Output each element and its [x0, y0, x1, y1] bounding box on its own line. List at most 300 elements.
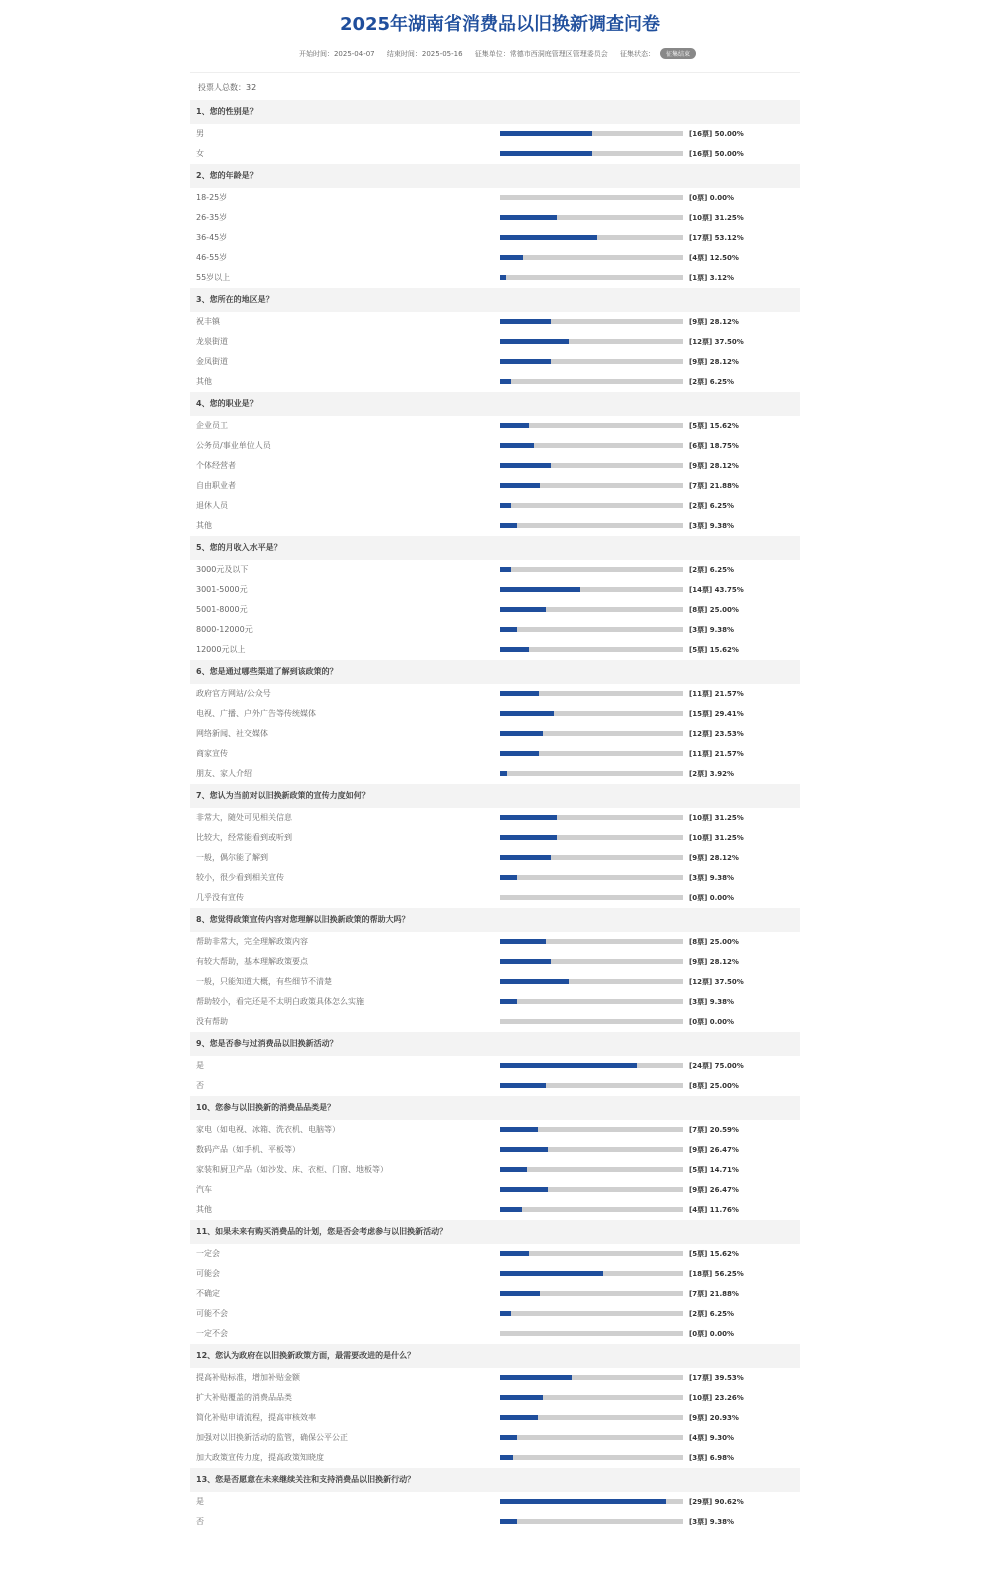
progress-fill	[500, 1455, 513, 1460]
progress-bar	[500, 319, 683, 324]
option-label: 其他	[196, 521, 212, 530]
option-row	[190, 188, 800, 208]
progress-bar	[500, 1127, 683, 1132]
option-row	[190, 932, 800, 952]
question-title: 6、您是通过哪些渠道了解到该政策的？	[190, 660, 800, 684]
option-row	[190, 684, 800, 704]
vote-stat: [5票] 14.71%	[689, 1166, 739, 1174]
option-label: 加大政策宣传力度，提高政策知晓度	[196, 1453, 324, 1462]
divider	[190, 72, 800, 73]
option-row	[190, 1120, 800, 1140]
option-row	[190, 476, 800, 496]
progress-bar	[500, 1207, 683, 1212]
vote-stat: [12票] 37.50%	[689, 338, 744, 346]
progress-bar	[500, 1271, 683, 1276]
option-row	[190, 1512, 800, 1532]
progress-fill	[500, 1375, 572, 1380]
option-row	[190, 1264, 800, 1284]
question-title: 3、您所在的地区是？	[190, 288, 800, 312]
progress-bar	[500, 1187, 683, 1192]
progress-fill	[500, 939, 546, 944]
option-row	[190, 1304, 800, 1324]
progress-fill	[500, 1167, 527, 1172]
progress-bar	[500, 731, 683, 736]
progress-bar	[500, 751, 683, 756]
option-row	[190, 1408, 800, 1428]
option-label: 自由职业者	[196, 481, 236, 490]
option-row	[190, 124, 800, 144]
progress-bar	[500, 959, 683, 964]
vote-stat: [6票] 18.75%	[689, 442, 739, 450]
option-label: 简化补贴申请流程，提高审核效率	[196, 1413, 316, 1422]
progress-fill	[500, 1207, 522, 1212]
progress-fill	[500, 567, 511, 572]
question-block	[190, 288, 800, 392]
option-row	[190, 1140, 800, 1160]
progress-fill	[500, 503, 511, 508]
progress-bar	[500, 1251, 683, 1256]
progress-fill	[500, 627, 517, 632]
progress-bar	[500, 235, 683, 240]
question-title: 12、您认为政府在以旧换新政策方面，最需要改进的是什么？	[190, 1344, 800, 1368]
progress-fill	[500, 607, 546, 612]
vote-stat: [8票] 25.00%	[689, 938, 739, 946]
question-block	[190, 1468, 800, 1532]
progress-fill	[500, 1147, 548, 1152]
progress-fill	[500, 1127, 538, 1132]
vote-stat: [29票] 90.62%	[689, 1498, 744, 1506]
option-row	[190, 332, 800, 352]
option-label: 否	[196, 1517, 204, 1526]
vote-stat: [15票] 29.41%	[689, 710, 744, 718]
option-row	[190, 640, 800, 660]
organizer: 征集单位：常德市西洞庭管理区管理委员会	[474, 50, 608, 58]
progress-bar	[500, 503, 683, 508]
status-badge: 征集结束	[660, 48, 696, 59]
option-row	[190, 144, 800, 164]
question-title: 4、您的职业是？	[190, 392, 800, 416]
vote-stat: [5票] 15.62%	[689, 1250, 739, 1258]
option-label: 家装和厨卫产品（如沙发、床、衣柜、门窗、地板等）	[196, 1165, 388, 1174]
option-label: 几乎没有宣传	[196, 893, 244, 902]
progress-fill	[500, 319, 551, 324]
option-label: 不确定	[196, 1289, 220, 1298]
progress-fill	[500, 731, 543, 736]
vote-stat: [9票] 28.12%	[689, 318, 739, 326]
progress-fill	[500, 1063, 637, 1068]
progress-bar	[500, 979, 683, 984]
option-label: 扩大补贴覆盖的消费品品类	[196, 1393, 292, 1402]
progress-bar	[500, 771, 683, 776]
vote-stat: [7票] 20.59%	[689, 1126, 739, 1134]
vote-stat: [4票] 12.50%	[689, 254, 739, 262]
progress-fill	[500, 483, 540, 488]
question-block	[190, 1220, 800, 1344]
option-label: 一般，偶尔能了解到	[196, 853, 268, 862]
option-row	[190, 808, 800, 828]
option-row	[190, 1284, 800, 1304]
progress-fill	[500, 215, 557, 220]
vote-stat: [4票] 9.30%	[689, 1434, 734, 1442]
vote-stat: [0票] 0.00%	[689, 1018, 734, 1026]
status	[620, 50, 701, 58]
progress-bar	[500, 1083, 683, 1088]
progress-bar	[500, 875, 683, 880]
option-row	[190, 1244, 800, 1264]
option-row	[190, 828, 800, 848]
option-row	[190, 1200, 800, 1220]
question-title: 13、您是否愿意在未来继续关注和支持消费品以旧换新行动？	[190, 1468, 800, 1492]
option-row	[190, 516, 800, 536]
progress-fill	[500, 979, 569, 984]
vote-stat: [16票] 50.00%	[689, 150, 744, 158]
vote-stat: [0票] 0.00%	[689, 1330, 734, 1338]
progress-fill	[500, 835, 557, 840]
option-row	[190, 436, 800, 456]
option-row	[190, 620, 800, 640]
option-label: 家电（如电视、冰箱、洗衣机、电脑等）	[196, 1125, 340, 1134]
progress-bar	[500, 999, 683, 1004]
vote-stat: [3票] 9.38%	[689, 626, 734, 634]
option-row	[190, 228, 800, 248]
vote-stat: [2票] 6.25%	[689, 378, 734, 386]
option-row	[190, 268, 800, 288]
progress-bar	[500, 1395, 683, 1400]
option-label: 政府官方网站/公众号	[196, 689, 271, 698]
option-row	[190, 764, 800, 784]
progress-bar	[500, 215, 683, 220]
option-row	[190, 888, 800, 908]
vote-stat: [2票] 6.25%	[689, 502, 734, 510]
progress-bar	[500, 483, 683, 488]
vote-stat: [9票] 28.12%	[689, 462, 739, 470]
progress-bar	[500, 835, 683, 840]
question-block	[190, 392, 800, 536]
progress-bar	[500, 1291, 683, 1296]
option-row	[190, 1076, 800, 1096]
option-label: 男	[196, 129, 204, 138]
progress-fill	[500, 691, 539, 696]
option-row	[190, 952, 800, 972]
progress-fill	[500, 1311, 511, 1316]
option-label: 3001-5000元	[196, 585, 248, 594]
option-label: 一定不会	[196, 1329, 228, 1338]
progress-fill	[500, 1519, 517, 1524]
survey-results	[190, 100, 800, 1532]
option-row	[190, 580, 800, 600]
option-label: 朋友、家人介绍	[196, 769, 252, 778]
option-label: 比较大，经常能看到或听到	[196, 833, 292, 842]
progress-bar	[500, 711, 683, 716]
vote-stat: [16票] 50.00%	[689, 130, 744, 138]
question-title: 2、您的年龄是？	[190, 164, 800, 188]
vote-stat: [10票] 31.25%	[689, 814, 744, 822]
option-row	[190, 744, 800, 764]
progress-bar	[500, 523, 683, 528]
progress-fill	[500, 1271, 603, 1276]
progress-fill	[500, 379, 511, 384]
vote-stat: [5票] 15.62%	[689, 422, 739, 430]
question-block	[190, 100, 800, 164]
vote-stat: [24票] 75.00%	[689, 1062, 744, 1070]
vote-stat: [5票] 15.62%	[689, 646, 739, 654]
option-label: 金凤街道	[196, 357, 228, 366]
progress-bar	[500, 1331, 683, 1336]
question-block	[190, 1032, 800, 1096]
question-title: 1、您的性别是？	[190, 100, 800, 124]
option-row	[190, 416, 800, 436]
option-row	[190, 848, 800, 868]
option-label: 较小，很少看到相关宣传	[196, 873, 284, 882]
option-label: 否	[196, 1081, 204, 1090]
option-label: 非常大，随处可见相关信息	[196, 813, 292, 822]
option-label: 可能会	[196, 1269, 220, 1278]
option-label: 女	[196, 149, 204, 158]
vote-stat: [2票] 6.25%	[689, 1310, 734, 1318]
vote-stat: [3票] 9.38%	[689, 522, 734, 530]
progress-bar	[500, 1311, 683, 1316]
vote-stat: [14票] 43.75%	[689, 586, 744, 594]
option-label: 帮助较小，看完还是不太明白政策具体怎么实施	[196, 997, 364, 1006]
option-label: 没有帮助	[196, 1017, 228, 1026]
vote-stat: [3票] 6.98%	[689, 1454, 734, 1462]
progress-bar	[500, 567, 683, 572]
vote-stat: [3票] 9.38%	[689, 998, 734, 1006]
option-row	[190, 868, 800, 888]
progress-bar	[500, 1063, 683, 1068]
option-label: 电视、广播、户外广告等传统媒体	[196, 709, 316, 718]
option-label: 可能不会	[196, 1309, 228, 1318]
progress-fill	[500, 959, 551, 964]
progress-bar	[500, 647, 683, 652]
progress-bar	[500, 855, 683, 860]
vote-stat: [12票] 37.50%	[689, 978, 744, 986]
vote-stat: [2票] 3.92%	[689, 770, 734, 778]
option-label: 帮助非常大，完全理解政策内容	[196, 937, 308, 946]
progress-bar	[500, 1455, 683, 1460]
option-label: 退休人员	[196, 501, 228, 510]
progress-bar	[500, 379, 683, 384]
option-row	[190, 1492, 800, 1512]
vote-stat: [1票] 3.12%	[689, 274, 734, 282]
vote-stat: [18票] 56.25%	[689, 1270, 744, 1278]
question-title: 10、您参与以旧换新的消费品品类是？	[190, 1096, 800, 1120]
progress-bar	[500, 587, 683, 592]
option-label: 18-25岁	[196, 193, 228, 202]
progress-bar	[500, 1375, 683, 1380]
progress-bar	[500, 1167, 683, 1172]
progress-fill	[500, 875, 517, 880]
status-label: 征集状态：	[620, 50, 656, 58]
option-label: 企业员工	[196, 421, 228, 430]
vote-stat: [3票] 9.38%	[689, 874, 734, 882]
option-row	[190, 248, 800, 268]
option-row	[190, 972, 800, 992]
progress-fill	[500, 815, 557, 820]
vote-stat: [0票] 0.00%	[689, 894, 734, 902]
progress-bar	[500, 1415, 683, 1420]
progress-bar	[500, 151, 683, 156]
progress-bar	[500, 815, 683, 820]
option-row	[190, 372, 800, 392]
question-block	[190, 660, 800, 784]
end-time: 结束时间：2025-05-16	[386, 50, 463, 58]
progress-bar	[500, 691, 683, 696]
option-label: 汽车	[196, 1185, 212, 1194]
vote-stat: [4票] 11.76%	[689, 1206, 739, 1214]
page-title: 2025年湖南省消费品以旧换新调查问卷	[339, 14, 661, 35]
question-block	[190, 536, 800, 660]
option-row	[190, 496, 800, 516]
progress-bar	[500, 939, 683, 944]
option-row	[190, 1448, 800, 1468]
option-label: 36-45岁	[196, 233, 228, 242]
option-label: 网络新闻、社交媒体	[196, 729, 268, 738]
progress-bar	[500, 607, 683, 612]
progress-fill	[500, 131, 592, 136]
survey-meta	[0, 48, 1000, 59]
progress-fill	[500, 1415, 538, 1420]
question-title: 9、您是否参与过消费品以旧换新活动？	[190, 1032, 800, 1056]
progress-bar	[500, 1019, 683, 1024]
option-row	[190, 724, 800, 744]
question-title: 11、如果未来有购买消费品的计划，您是否会考虑参与以旧换新活动？	[190, 1220, 800, 1244]
progress-bar	[500, 463, 683, 468]
vote-stat: [9票] 28.12%	[689, 958, 739, 966]
progress-bar	[500, 1519, 683, 1524]
progress-fill	[500, 751, 539, 756]
option-label: 一般，只能知道大概，有些细节不清楚	[196, 977, 332, 986]
progress-fill	[500, 855, 551, 860]
progress-bar	[500, 1435, 683, 1440]
option-label: 一定会	[196, 1249, 220, 1258]
option-label: 是	[196, 1061, 204, 1070]
vote-stat: [9票] 26.47%	[689, 1146, 739, 1154]
progress-fill	[500, 255, 523, 260]
option-label: 数码产品（如手机、平板等）	[196, 1145, 300, 1154]
progress-bar	[500, 275, 683, 280]
progress-fill	[500, 359, 551, 364]
vote-stat: [0票] 0.00%	[689, 194, 734, 202]
progress-bar	[500, 443, 683, 448]
progress-bar	[500, 1147, 683, 1152]
option-label: 46-55岁	[196, 253, 228, 262]
option-label: 其他	[196, 1205, 212, 1214]
option-row	[190, 992, 800, 1012]
progress-fill	[500, 647, 529, 652]
option-row	[190, 1428, 800, 1448]
option-row	[190, 1388, 800, 1408]
progress-bar	[500, 423, 683, 428]
progress-bar	[500, 195, 683, 200]
option-label: 公务员/事业单位人员	[196, 441, 271, 450]
vote-stat: [9票] 20.93%	[689, 1414, 739, 1422]
progress-fill	[500, 771, 507, 776]
voter-total: 投票人总数：32	[198, 83, 257, 92]
progress-bar	[500, 359, 683, 364]
vote-stat: [3票] 9.38%	[689, 1518, 734, 1526]
option-label: 加强对以旧换新活动的监管，确保公平公正	[196, 1433, 348, 1442]
vote-stat: [7票] 21.88%	[689, 1290, 739, 1298]
option-label: 26-35岁	[196, 213, 228, 222]
progress-fill	[500, 1291, 540, 1296]
option-row	[190, 1324, 800, 1344]
option-label: 龙泉街道	[196, 337, 228, 346]
progress-fill	[500, 523, 517, 528]
option-label: 提高补贴标准，增加补贴金额	[196, 1373, 300, 1382]
option-label: 有较大帮助，基本理解政策要点	[196, 957, 308, 966]
option-label: 祝丰镇	[196, 317, 220, 326]
option-label: 8000-12000元	[196, 625, 253, 634]
question-block	[190, 784, 800, 908]
option-row	[190, 1180, 800, 1200]
option-row	[190, 600, 800, 620]
option-row	[190, 456, 800, 476]
progress-fill	[500, 339, 569, 344]
vote-stat: [7票] 21.88%	[689, 482, 739, 490]
progress-fill	[500, 423, 529, 428]
progress-bar	[500, 895, 683, 900]
vote-stat: [11票] 21.57%	[689, 690, 744, 698]
option-row	[190, 352, 800, 372]
vote-stat: [10票] 31.25%	[689, 214, 744, 222]
progress-fill	[500, 1435, 517, 1440]
progress-bar	[500, 1499, 683, 1504]
progress-fill	[500, 1395, 543, 1400]
option-label: 55岁以上	[196, 273, 231, 282]
option-row	[190, 1368, 800, 1388]
progress-fill	[500, 235, 597, 240]
question-block	[190, 1096, 800, 1220]
progress-bar	[500, 339, 683, 344]
option-label: 5001-8000元	[196, 605, 248, 614]
question-title: 8、您觉得政策宣传内容对您理解以旧换新政策的帮助大吗？	[190, 908, 800, 932]
progress-bar	[500, 255, 683, 260]
progress-bar	[500, 627, 683, 632]
progress-fill	[500, 1499, 666, 1504]
option-label: 其他	[196, 377, 212, 386]
option-row	[190, 704, 800, 724]
vote-stat: [11票] 21.57%	[689, 750, 744, 758]
progress-fill	[500, 587, 580, 592]
progress-fill	[500, 1251, 529, 1256]
progress-fill	[500, 151, 592, 156]
vote-stat: [9票] 28.12%	[689, 854, 739, 862]
option-row	[190, 1160, 800, 1180]
progress-fill	[500, 1083, 546, 1088]
vote-stat: [10票] 23.26%	[689, 1394, 744, 1402]
option-label: 12000元以上	[196, 645, 246, 654]
question-block	[190, 1344, 800, 1468]
option-label: 是	[196, 1497, 204, 1506]
option-row	[190, 1056, 800, 1076]
option-row	[190, 560, 800, 580]
vote-stat: [9票] 28.12%	[689, 358, 739, 366]
progress-fill	[500, 463, 551, 468]
question-block	[190, 908, 800, 1032]
option-label: 个体经营者	[196, 461, 236, 470]
vote-stat: [9票] 26.47%	[689, 1186, 739, 1194]
progress-fill	[500, 999, 517, 1004]
progress-bar	[500, 131, 683, 136]
question-block	[190, 164, 800, 288]
question-title: 7、您认为当前对以旧换新政策的宣传力度如何？	[190, 784, 800, 808]
option-label: 3000元及以下	[196, 565, 249, 574]
question-title: 5、您的月收入水平是？	[190, 536, 800, 560]
progress-fill	[500, 275, 506, 280]
vote-stat: [8票] 25.00%	[689, 606, 739, 614]
option-row	[190, 208, 800, 228]
